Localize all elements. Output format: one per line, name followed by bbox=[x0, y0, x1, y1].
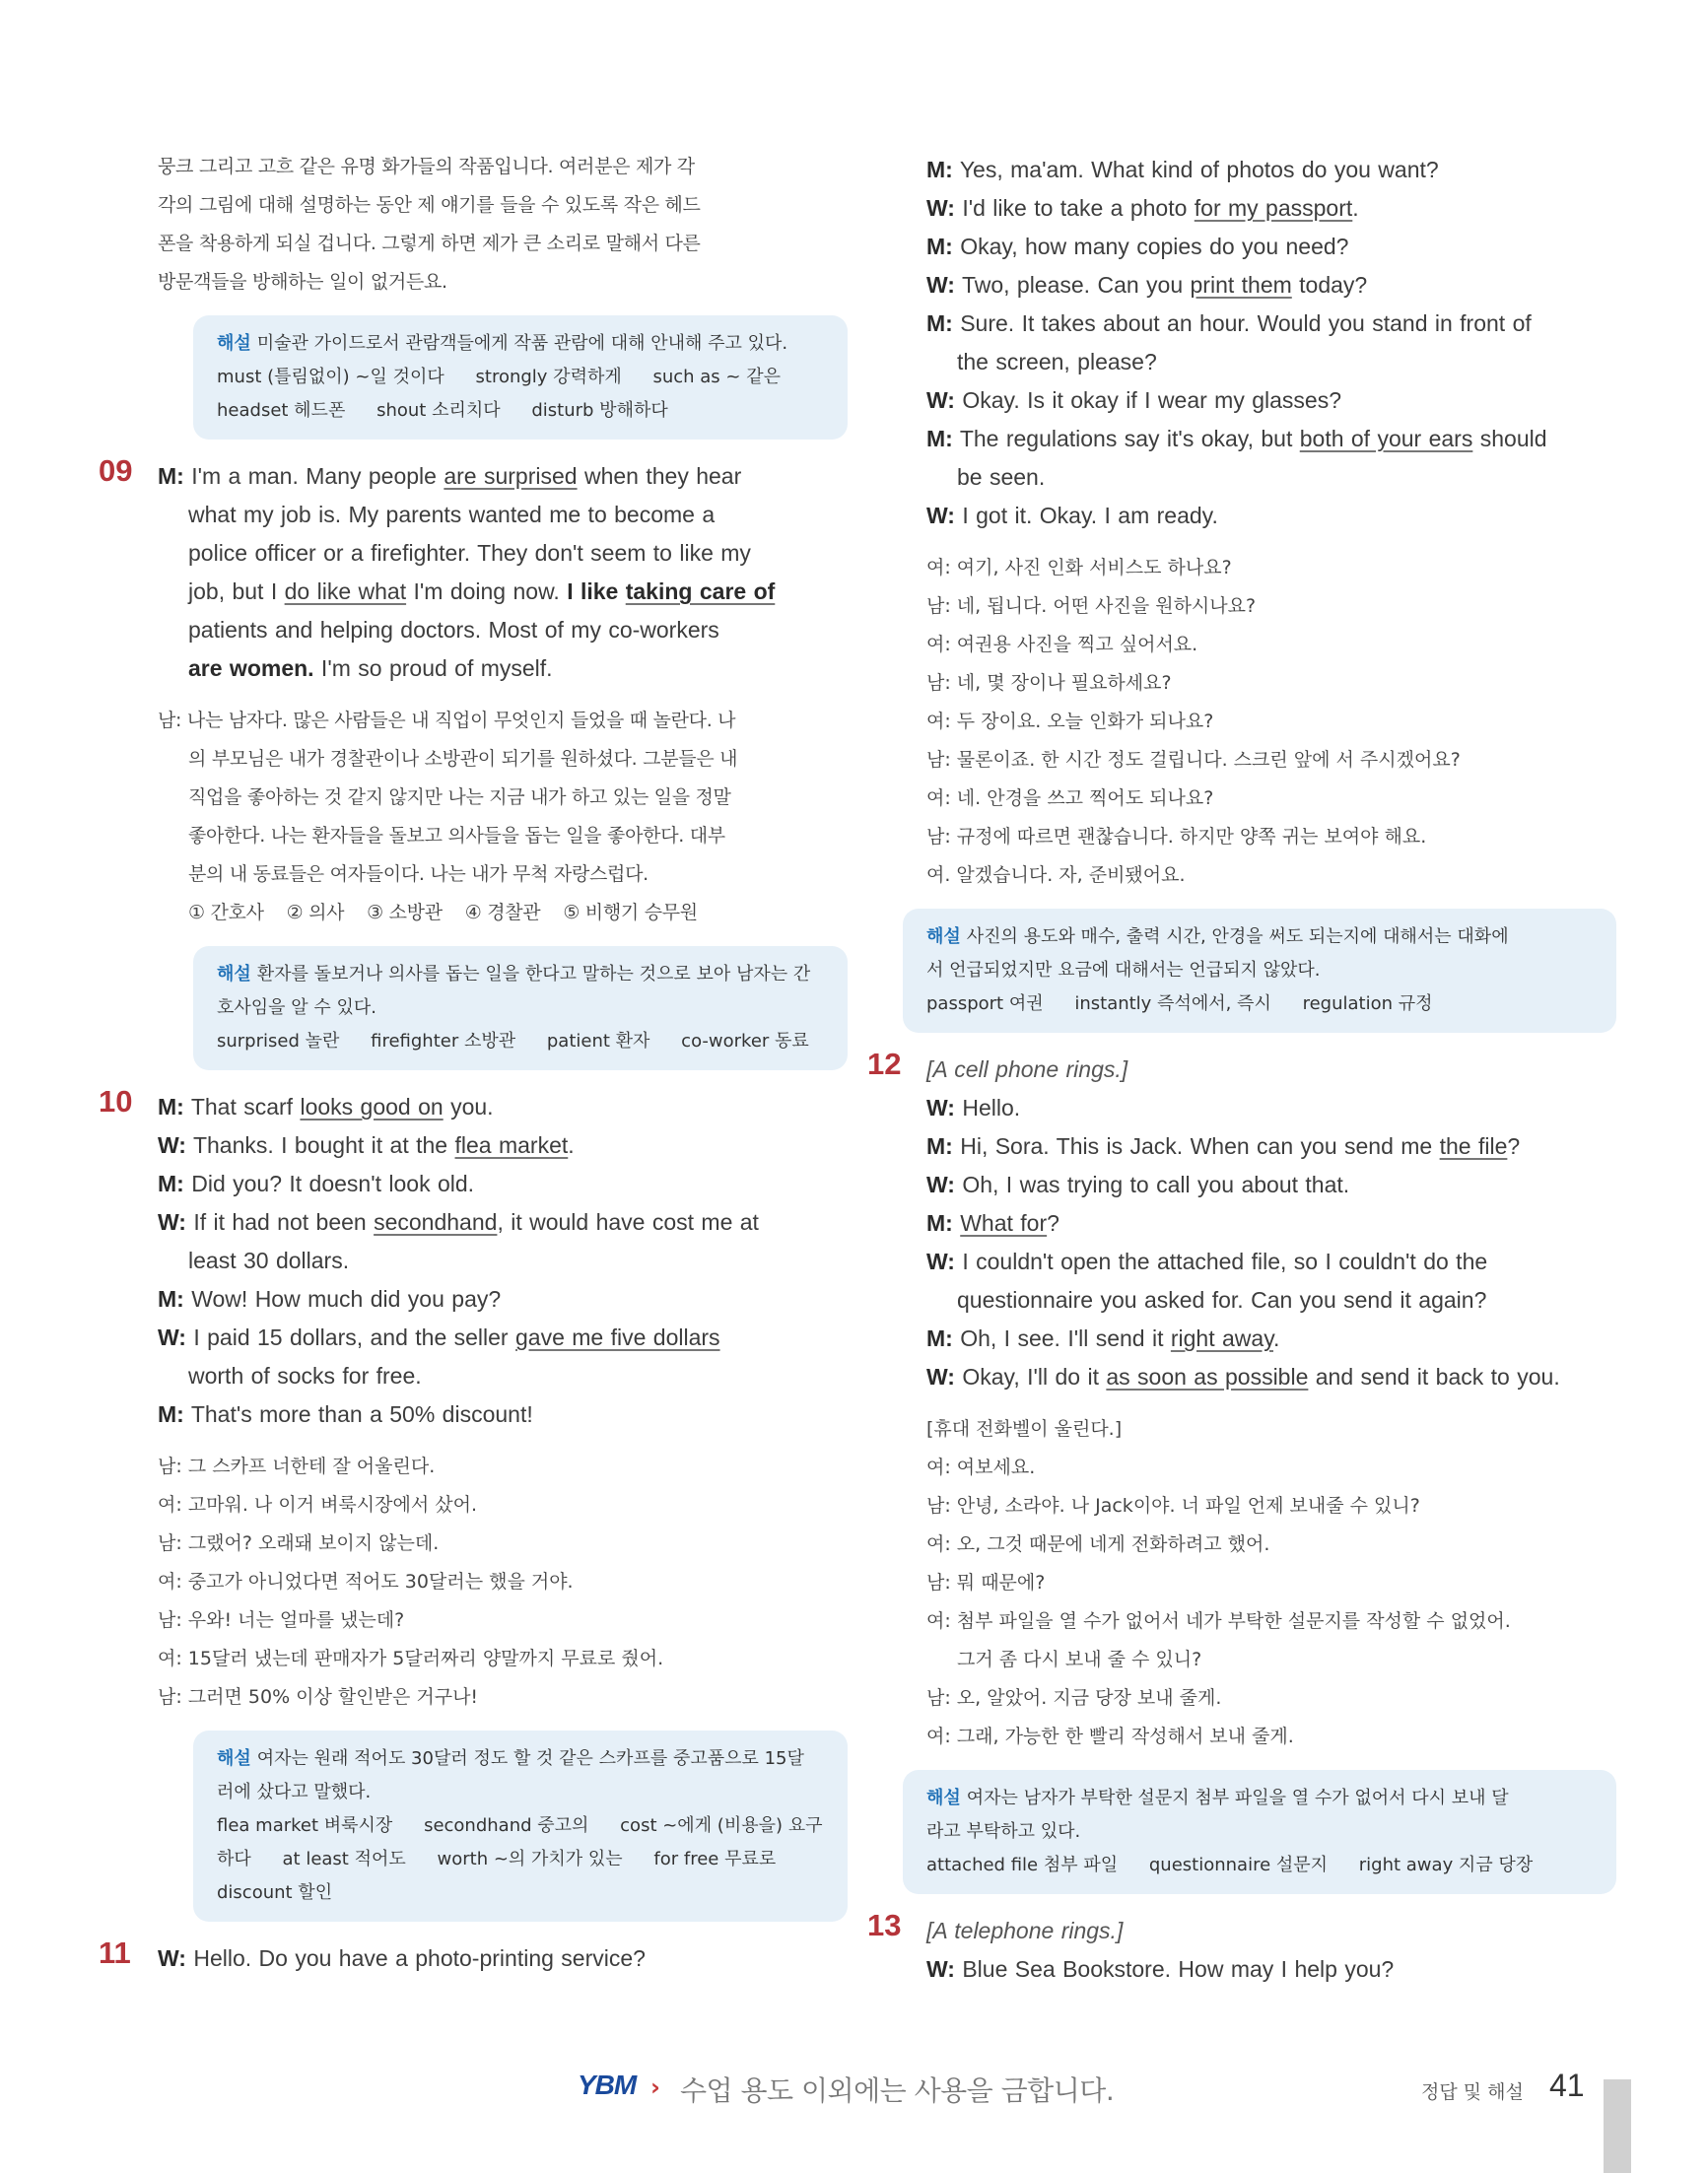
ybm-logo: YBM bbox=[578, 2070, 637, 2100]
vocab-item: right away 지금 당장 bbox=[1358, 1855, 1534, 1875]
vocab-item: co-worker 동료 bbox=[681, 1031, 809, 1052]
speaker: W: bbox=[158, 1209, 186, 1235]
kr-translation: 여. 알겠습니다. 자, 준비됐어요. bbox=[926, 864, 1186, 886]
vocab-item: attached file 첨부 파일 bbox=[926, 1855, 1119, 1875]
blank-answer: flea market bbox=[454, 1132, 569, 1158]
blank-answer: gave me five dollars bbox=[515, 1324, 720, 1350]
vocab-item: for free 무료로 bbox=[653, 1849, 777, 1869]
blank-answer: as soon as possible bbox=[1106, 1364, 1309, 1390]
note-tag: 해설 bbox=[926, 1788, 961, 1808]
question-11-continued bbox=[926, 151, 1616, 895]
question-10 bbox=[99, 1084, 848, 1717]
key-text: worth of socks for free. bbox=[188, 1363, 422, 1389]
note-box-3 bbox=[193, 1731, 848, 1922]
text: I'm so proud of myself. bbox=[313, 655, 553, 681]
kr-translation: 남: 네, 됩니다. 어떤 사진을 원하시나요? bbox=[926, 595, 1257, 617]
answer-options: ① 간호사 ② 의사 ③ 소방관 ④ 경찰관 ⑤ 비행기 승무원 bbox=[188, 902, 698, 923]
key-text: I couldn't open the attached file, so I couldn't do the bbox=[962, 1249, 1488, 1274]
chevron-right-icon: › bbox=[650, 2073, 660, 2101]
text: . bbox=[1273, 1325, 1280, 1351]
note-tag: 해설 bbox=[217, 964, 251, 985]
speaker: M: bbox=[926, 1133, 953, 1159]
speaker: W: bbox=[926, 272, 955, 298]
kr-translation: 여: 그래, 가능한 한 빨리 작성해서 보내 줄게. bbox=[926, 1726, 1294, 1747]
text: least 30 dollars. bbox=[188, 1248, 350, 1273]
text: Two, please. Can you bbox=[961, 272, 1191, 298]
left-column bbox=[99, 148, 848, 1978]
blank-answer: looks good on bbox=[300, 1094, 444, 1120]
question-number: 10 bbox=[99, 1084, 133, 1119]
text: job, but I bbox=[188, 578, 285, 604]
text: Okay, I'll do it bbox=[962, 1364, 1107, 1390]
question-number: 12 bbox=[867, 1047, 902, 1081]
note-tag: 해설 bbox=[217, 333, 251, 354]
text: Okay. Is it okay if I wear my glasses? bbox=[962, 387, 1341, 413]
speaker: W: bbox=[158, 1324, 186, 1350]
text: That's more than a 50% discount! bbox=[190, 1401, 533, 1427]
question-number: 11 bbox=[99, 1935, 131, 1970]
note-text: 여자는 원래 적어도 30달러 정도 할 것 같은 스카프를 중고품으로 15달 bbox=[256, 1748, 804, 1769]
note-text: 서 언급되었지만 요금에 대해서는 언급되지 않았다. bbox=[926, 960, 1321, 981]
question-number: 13 bbox=[867, 1908, 902, 1942]
vocab-item: surprised 놀란 bbox=[217, 1031, 340, 1052]
text: Oh, I see. I'll send it bbox=[960, 1325, 1171, 1351]
speaker: M: bbox=[158, 1401, 184, 1427]
speaker: M: bbox=[926, 426, 953, 451]
vocab-item: worth ~의 가치가 있는 bbox=[437, 1849, 623, 1869]
text: you. bbox=[443, 1094, 494, 1120]
kr-translation: 여: 네. 안경을 쓰고 찍어도 되나요? bbox=[926, 787, 1214, 809]
text: I'm a man. Many people bbox=[191, 463, 444, 489]
note-tag: 해설 bbox=[217, 1748, 251, 1769]
note-box-5 bbox=[903, 1770, 1616, 1894]
text: That scarf bbox=[190, 1094, 301, 1120]
vocab-item: strongly 강력하게 bbox=[475, 367, 622, 387]
note-box-4 bbox=[903, 909, 1616, 1033]
question-09 bbox=[99, 453, 848, 932]
speaker: W: bbox=[926, 195, 955, 221]
speaker: M: bbox=[926, 157, 953, 182]
question-12 bbox=[867, 1047, 1616, 1756]
intro-kr-line: 방문객들을 방해하는 일이 없거든요. bbox=[158, 271, 447, 293]
speaker: W: bbox=[158, 1945, 186, 1971]
kr-translation: 여: 여권용 사진을 찍고 싶어서요. bbox=[926, 634, 1198, 655]
right-column bbox=[867, 151, 1616, 1989]
kr-translation: 남: 나는 남자다. 많은 사람들은 내 직업이 무엇인지 들었을 때 놀란다. 나 bbox=[158, 710, 736, 731]
text: I'm doing now. bbox=[406, 578, 568, 604]
kr-translation: 남: 그러면 50% 이상 할인받은 거구나! bbox=[158, 1686, 479, 1708]
usage-notice: 수업 용도 이외에는 사용을 금합니다. bbox=[680, 2074, 1115, 2107]
vocab-item: instantly 즉석에서, 즉시 bbox=[1074, 993, 1271, 1014]
question-13 bbox=[867, 1908, 1616, 1989]
text: Hello. bbox=[962, 1095, 1021, 1120]
kr-translation: 남: 우와! 너는 얼마를 냈는데? bbox=[158, 1609, 405, 1631]
text: police officer or a firefighter. They don't seem to like my bbox=[188, 540, 751, 566]
kr-translation: 좋아한다. 나는 환자들을 돌보고 의사들을 돕는 일을 좋아한다. 대부 bbox=[188, 825, 725, 847]
kr-translation: 여: 고마워. 나 이거 벼룩시장에서 샀어. bbox=[158, 1494, 477, 1516]
kr-translation: 의 부모님은 내가 경찰관이나 소방관이 되기를 원하셨다. 그분들은 내 bbox=[188, 748, 738, 770]
stage-direction: [A cell phone rings.] bbox=[926, 1056, 1128, 1082]
blank-answer: both of your ears bbox=[1299, 426, 1473, 451]
text: ? bbox=[1047, 1210, 1059, 1236]
blank-answer: What for bbox=[960, 1210, 1048, 1236]
vocab-item: questionnaire 설문지 bbox=[1148, 1855, 1329, 1875]
kr-translation: 여: 여기, 사진 인화 서비스도 하나요? bbox=[926, 557, 1232, 578]
text: , it would have cost me at bbox=[497, 1209, 759, 1235]
kr-translation: 여: 오, 그것 때문에 네게 전화하려고 했어. bbox=[926, 1533, 1270, 1555]
blank-answer: are surprised bbox=[444, 463, 578, 489]
vocab-item: firefighter 소방관 bbox=[371, 1031, 516, 1052]
text: when they hear bbox=[577, 463, 742, 489]
text: the screen, please? bbox=[957, 349, 1157, 374]
vocab-item: flea market 벼룩시장 bbox=[217, 1815, 393, 1836]
text: . bbox=[1352, 195, 1359, 221]
speaker: M: bbox=[926, 1325, 953, 1351]
vocab-item: shout 소리치다 bbox=[376, 400, 501, 421]
blank-answer: do like what bbox=[284, 578, 407, 604]
text: Did you? It doesn't look old. bbox=[191, 1171, 475, 1196]
text: Okay, how many copies do you need? bbox=[960, 234, 1349, 259]
section-label: 정답 및 해설 bbox=[1421, 2081, 1524, 2103]
kr-translation: 남: 뭐 때문에? bbox=[926, 1572, 1046, 1594]
intro-kr-line: 폰을 착용하게 되실 겁니다. 그렇게 하면 제가 큰 소리로 말해서 다른 bbox=[158, 233, 701, 254]
key-text: are women. bbox=[188, 655, 314, 681]
note-text: 호사임을 알 수 있다. bbox=[217, 997, 376, 1018]
kr-translation: 분의 내 동료들은 여자들이다. 나는 내가 무척 자랑스럽다. bbox=[188, 863, 649, 885]
note-text: 러에 샀다고 말했다. bbox=[217, 1782, 372, 1802]
kr-translation: 남: 물론이죠. 한 시간 정도 걸립니다. 스크린 앞에 서 주시겠어요? bbox=[926, 749, 1461, 771]
intro-kr-line: 각의 그림에 대해 설명하는 동안 제 얘기를 들을 수 있도록 작은 헤드 bbox=[158, 194, 701, 216]
speaker: M: bbox=[158, 463, 184, 489]
kr-translation: [휴대 전화벨이 울린다.] bbox=[926, 1418, 1123, 1440]
kr-translation: 그거 좀 다시 보내 줄 수 있니? bbox=[957, 1649, 1202, 1670]
key-text: I paid 15 dollars, and the seller bbox=[193, 1324, 515, 1350]
text: Wow! How much did you pay? bbox=[191, 1286, 502, 1312]
speaker: M: bbox=[926, 1210, 953, 1236]
vocab-item: such as ~ 같은 bbox=[652, 367, 781, 387]
kr-translation: 여: 두 장이요. 오늘 인화가 되나요? bbox=[926, 711, 1214, 732]
key-text: questionnaire you asked for. Can you send it again? bbox=[957, 1287, 1487, 1313]
page-number: 41 bbox=[1549, 2068, 1585, 2103]
kr-translation: 여: 중고가 아니었다면 적어도 30달러는 했을 거야. bbox=[158, 1571, 574, 1593]
text: I'd like to take a photo bbox=[962, 195, 1195, 221]
note-text: 여자는 남자가 부탁한 설문지 첨부 파일을 열 수가 없어서 다시 보내 달 bbox=[966, 1788, 1509, 1808]
vocab-item: cost ~에게 (비용을) 요구 bbox=[620, 1815, 823, 1836]
blank-answer: secondhand bbox=[374, 1209, 498, 1235]
kr-translation: 남: 규정에 따르면 괜찮습니다. 하지만 양쪽 귀는 보여야 해요. bbox=[926, 826, 1427, 848]
blank-answer: print them bbox=[1190, 272, 1292, 298]
text: . bbox=[568, 1132, 575, 1158]
kr-translation: 남: 안녕, 소라야. 나 Jack이야. 너 파일 언제 보내줄 수 있니? bbox=[926, 1495, 1420, 1517]
speaker: W: bbox=[926, 1172, 955, 1197]
text: Sure. It takes about an hour. Would you stand in front of bbox=[960, 310, 1532, 336]
speaker: W: bbox=[926, 1956, 955, 1982]
note-text: 사진의 용도와 매수, 출력 시간, 안경을 써도 되는지에 대해서는 대화에 bbox=[966, 926, 1509, 947]
speaker: M: bbox=[926, 310, 953, 336]
note-text: 환자를 돌보거나 의사를 돕는 일을 한다고 말하는 것으로 보아 남자는 간 bbox=[256, 964, 811, 985]
intro-kr-line: 뭉크 그리고 고흐 같은 유명 화가들의 작품입니다. 여러분은 제가 각 bbox=[158, 156, 695, 177]
vocab-item: discount 할인 bbox=[217, 1882, 333, 1903]
speaker: M: bbox=[926, 234, 953, 259]
speaker: W: bbox=[926, 1364, 955, 1390]
note-text: 미술관 가이드로서 관람객들에게 작품 관람에 대해 안내해 주고 있다. bbox=[256, 333, 788, 354]
key-text: patients and helping doctors. Most of my co-workers bbox=[188, 617, 719, 643]
text: be seen. bbox=[957, 464, 1046, 490]
vocab-item: regulation 규정 bbox=[1302, 993, 1433, 1014]
text: Hi, Sora. This is Jack. When can you send me bbox=[960, 1133, 1440, 1159]
text: Hello. Do you have a photo-printing service? bbox=[193, 1945, 646, 1971]
question-11 bbox=[99, 1935, 848, 1978]
vocab-item: must (틀림없이) ~일 것이다 bbox=[217, 367, 444, 387]
text: ? bbox=[1507, 1133, 1521, 1159]
speaker: M: bbox=[158, 1094, 184, 1120]
text: should bbox=[1472, 426, 1547, 451]
stage-direction: [A telephone rings.] bbox=[926, 1918, 1124, 1943]
text: Blue Sea Bookstore. How may I help you? bbox=[962, 1956, 1395, 1982]
vocab-item: at least 적어도 bbox=[282, 1849, 406, 1869]
text: If it had not been bbox=[193, 1209, 375, 1235]
text: what my job is. My parents wanted me to become a bbox=[188, 502, 716, 527]
kr-translation: 여: 여보세요. bbox=[926, 1457, 1036, 1478]
speaker: M: bbox=[158, 1286, 184, 1312]
speaker: W: bbox=[926, 1095, 955, 1120]
blank-answer: right away bbox=[1170, 1325, 1273, 1351]
text: Yes, ma'am. What kind of photos do you want? bbox=[959, 157, 1439, 182]
kr-translation: 남: 그 스카프 너한테 잘 어울린다. bbox=[158, 1456, 436, 1477]
kr-translation: 남: 그랬어? 오래돼 보이지 않는데. bbox=[158, 1532, 440, 1554]
blank-answer: for my passport bbox=[1194, 195, 1353, 221]
kr-translation: 여: 15달러 냈는데 판매자가 5달러짜리 양말까지 무료로 줬어. bbox=[158, 1648, 664, 1669]
key-text: I like bbox=[567, 578, 626, 604]
speaker: W: bbox=[926, 387, 955, 413]
text: Oh, I was trying to call you about that. bbox=[962, 1172, 1350, 1197]
vocab-item: disturb 방해하다 bbox=[531, 400, 668, 421]
text: today? bbox=[1291, 272, 1368, 298]
note-box-2 bbox=[193, 946, 848, 1070]
question-number: 09 bbox=[99, 453, 133, 488]
page-edge-tab bbox=[1604, 2079, 1631, 2173]
speaker: M: bbox=[158, 1171, 184, 1196]
note-text: 라고 부탁하고 있다. bbox=[926, 1821, 1081, 1842]
speaker: W: bbox=[926, 1249, 955, 1274]
kr-translation: 여: 첨부 파일을 열 수가 없어서 네가 부탁한 설문지를 작성할 수 없었어. bbox=[926, 1610, 1511, 1632]
kr-translation: 남: 네, 몇 장이나 필요하세요? bbox=[926, 672, 1172, 694]
kr-translation: 남: 오, 알았어. 지금 당장 보내 줄게. bbox=[926, 1687, 1222, 1709]
speaker: W: bbox=[158, 1132, 186, 1158]
vocab-item: secondhand 중고의 bbox=[424, 1815, 589, 1836]
vocab-item: passport 여권 bbox=[926, 993, 1044, 1014]
vocab-item: headset 헤드폰 bbox=[217, 400, 346, 421]
text: Thanks. I bought it at the bbox=[192, 1132, 455, 1158]
kr-translation: 직업을 좋아하는 것 같지 않지만 나는 지금 내가 하고 있는 일을 정말 bbox=[188, 786, 731, 808]
blank-answer: taking care of bbox=[625, 578, 776, 604]
text: The regulations say it's okay, but bbox=[959, 426, 1300, 451]
intro-korean bbox=[158, 148, 848, 302]
text: and send it back to you. bbox=[1308, 1364, 1560, 1390]
note-box-1 bbox=[193, 315, 848, 440]
blank-answer: the file bbox=[1439, 1133, 1508, 1159]
text: I got it. Okay. I am ready. bbox=[962, 503, 1218, 528]
vocab-item: 하다 bbox=[217, 1849, 251, 1869]
note-tag: 해설 bbox=[926, 926, 961, 947]
vocab-item: patient 환자 bbox=[546, 1031, 650, 1052]
speaker: W: bbox=[926, 503, 955, 528]
